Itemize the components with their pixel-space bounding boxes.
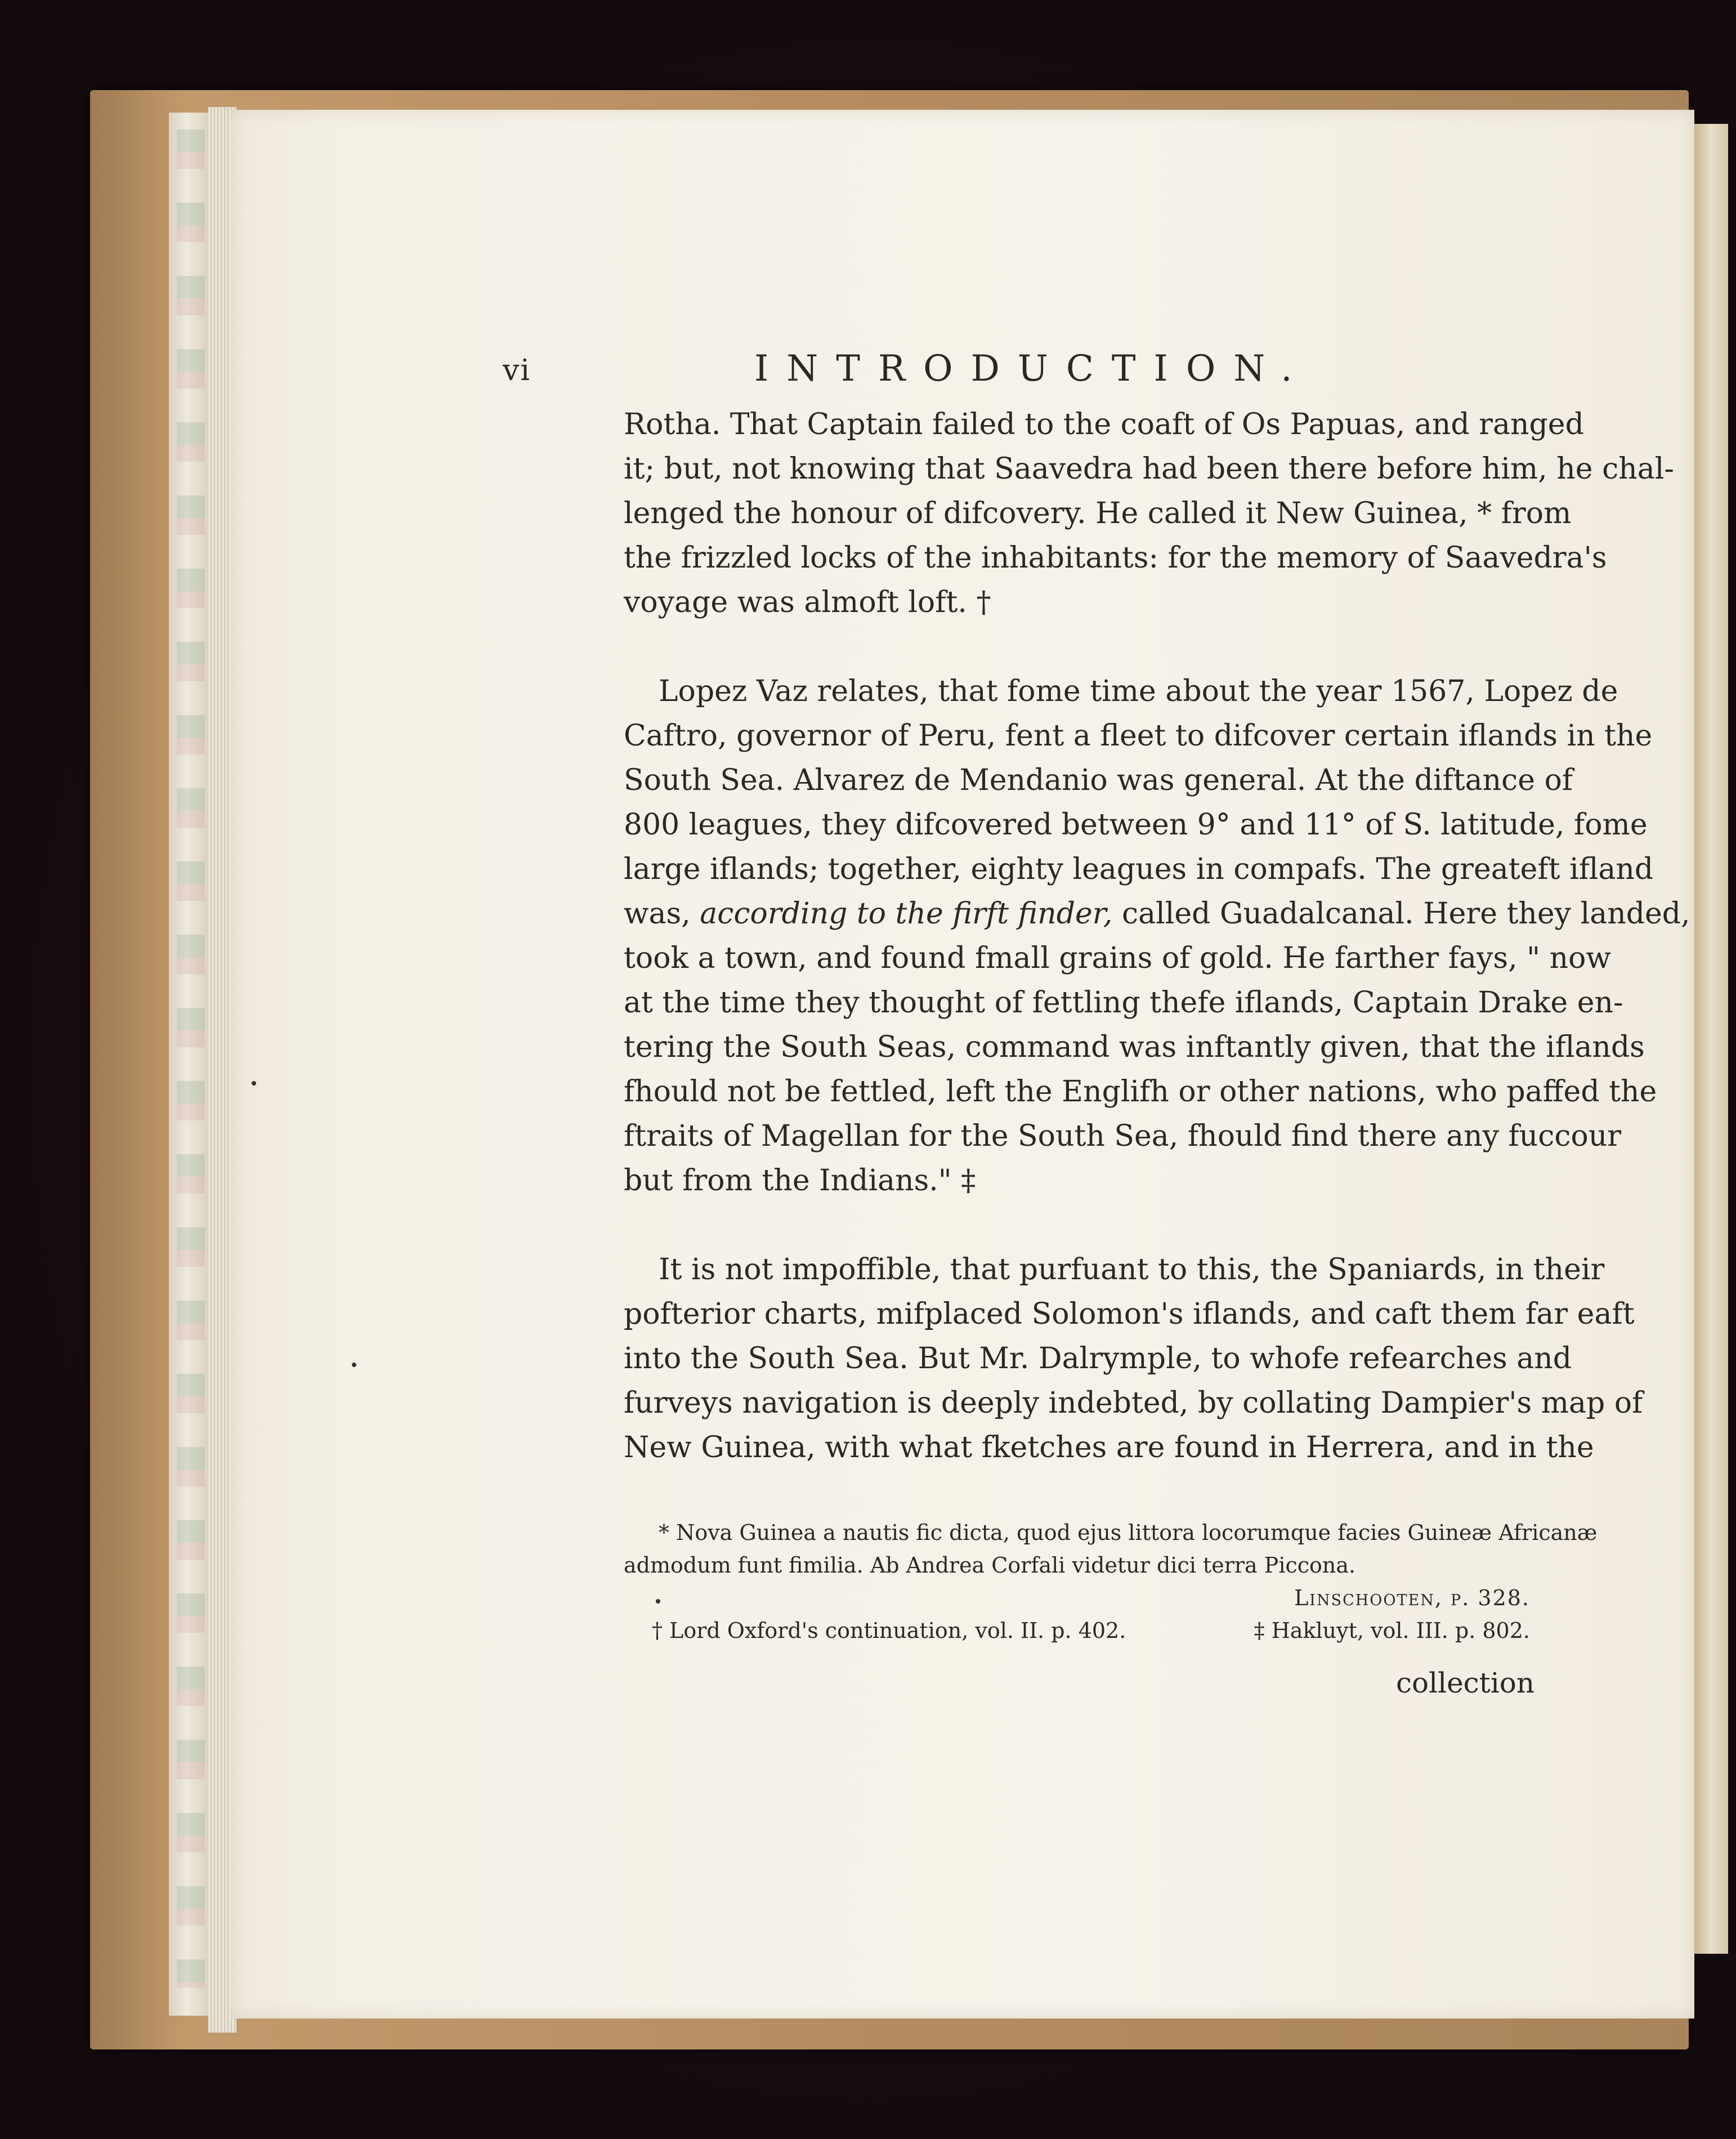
ink-speck bbox=[252, 1081, 256, 1086]
italic-phrase: according to the firft finder, bbox=[700, 897, 1113, 931]
marbled-spine-strip bbox=[169, 113, 214, 2016]
footnote-star-line: * Nova Guinea a nautis fic dicta, quod ejus littora locorumque facies Guineæ Africanæ bbox=[659, 1520, 1598, 1545]
footnote-star-source: Linschooten, p. 328. bbox=[1294, 1586, 1530, 1610]
text-line: 800 leagues, they difcovered between 9° and 11° of S. latitude, fome bbox=[624, 808, 1648, 842]
text-line: ftraits of Magellan for the South Sea, fhould find there any fuccour bbox=[624, 1119, 1622, 1153]
paragraph-gap bbox=[624, 625, 1530, 669]
footnote-dagger: † Lord Oxford's continuation, vol. II. p. 402. bbox=[652, 1618, 1126, 1643]
text-line: South Sea. Alvarez de Mendanio was general. At the diftance of bbox=[624, 763, 1573, 797]
text-line: the frizzled locks of the inhabitants: for the memory of Saavedra's bbox=[624, 541, 1607, 575]
body-text bbox=[624, 403, 1690, 1470]
text-line: it; but, not knowing that Saavedra had been there before him, he chal- bbox=[624, 452, 1674, 486]
text-line: Rotha. That Captain failed to the coaft of Os Papuas, and ranged bbox=[624, 408, 1584, 441]
running-head: INTRODUCTION. bbox=[754, 348, 1310, 390]
text-line: at the time they thought of fettling thefe iflands, Captain Drake en- bbox=[624, 986, 1623, 1020]
text-line: Caftro, governor of Peru, fent a fleet to difcover certain iflands in the bbox=[624, 719, 1653, 753]
page-number: vi bbox=[503, 354, 531, 387]
text-line: tering the South Seas, command was inftantly given, that the iflands bbox=[624, 1030, 1645, 1064]
text-line: It is not impoffible, that purfuant to this, the Spaniards, in their bbox=[659, 1253, 1605, 1287]
paragraph-gap bbox=[624, 1203, 1530, 1248]
text-line: furveys navigation is deeply indebted, by collating Dampier's map of bbox=[624, 1386, 1643, 1420]
text-line: but from the Indians." ‡ bbox=[624, 1164, 976, 1198]
text-line: Lopez Vaz relates, that fome time about the year 1567, Lopez de bbox=[659, 675, 1618, 708]
text-line: into the South Sea. But Mr. Dalrymple, to whofe refearches and bbox=[624, 1342, 1572, 1376]
text-line: lenged the honour of difcovery. He called it New Guinea, * from bbox=[624, 497, 1572, 530]
catchword: collection bbox=[1396, 1667, 1535, 1699]
footnote-star-line: admodum funt fimilia. Ab Andrea Corfali videtur dici terra Piccona. bbox=[624, 1553, 1356, 1578]
text-line: voyage was almoft loft. † bbox=[624, 586, 991, 619]
ink-speck bbox=[352, 1363, 356, 1367]
text-fragment: was, bbox=[624, 897, 691, 931]
text-line: pofterior charts, mifplaced Solomon's iflands, and caft them far eaft bbox=[624, 1297, 1635, 1331]
footnotes bbox=[624, 1516, 1598, 1647]
ink-speck bbox=[656, 1599, 660, 1604]
text-fragment: called Guadalcanal. Here they landed, bbox=[1121, 897, 1690, 931]
footnote-dagger-row bbox=[624, 1614, 1530, 1647]
text-line: New Guinea, with what fketches are found in Herrera, and in the bbox=[624, 1431, 1594, 1464]
text-line: large iflands; together, eighty leagues in compafs. The greateft ifland bbox=[624, 852, 1654, 886]
text-line: took a town, and found fmall grains of gold. He farther fays, " now bbox=[624, 941, 1611, 975]
text-line-italic-phrase bbox=[624, 892, 1690, 936]
facing-page-edge bbox=[1694, 124, 1728, 1954]
text-line: fhould not be fettled, left the Englifh or other nations, who paffed the bbox=[624, 1075, 1657, 1109]
footnote-double-dagger: ‡ Hakluyt, vol. III. p. 802. bbox=[1254, 1618, 1530, 1643]
